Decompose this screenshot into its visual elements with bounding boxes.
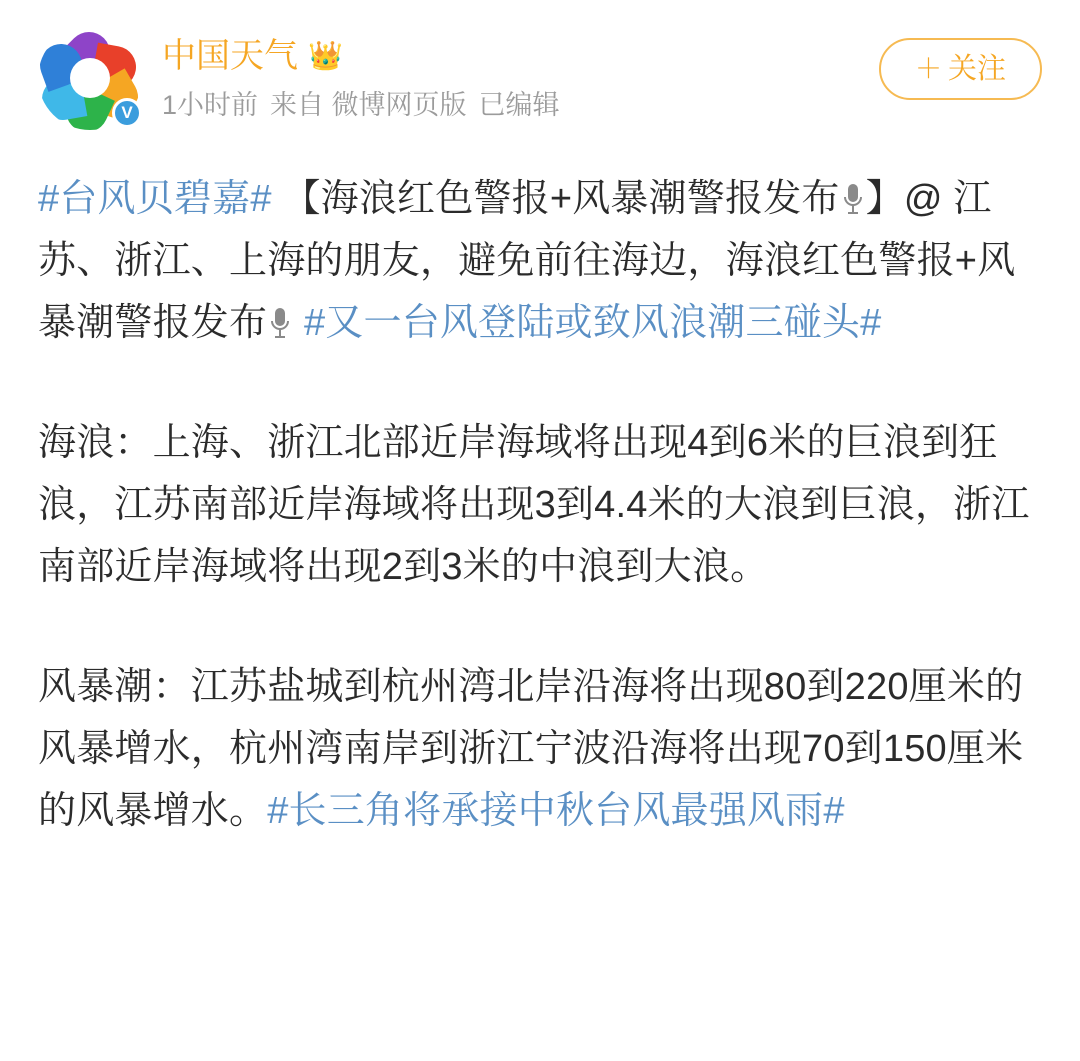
post-paragraph-waves: 海浪：上海、浙江北部近岸海域将出现4到6米的巨浪到狂浪，江苏南部近岸海域将出现3到4.4米的大浪到巨浪，浙江南部近岸海域将出现2到3米的中浪到大浪。 xyxy=(38,422,1030,588)
account-name-row xyxy=(162,34,879,78)
microphone-icon xyxy=(842,182,864,216)
post-source[interactable]: 微博网页版 xyxy=(331,90,467,120)
hashtag-topic-1[interactable]: #台风贝碧嘉# xyxy=(38,178,272,220)
logo-center-icon xyxy=(70,58,110,98)
post-meta xyxy=(162,26,879,124)
post-subline xyxy=(162,86,879,124)
account-name[interactable]: 中国天气 xyxy=(162,37,298,75)
hashtag-topic-2[interactable]: #又一台风登陆或致风浪潮三碰头# xyxy=(303,302,882,344)
hashtag-topic-3[interactable]: #长三角将承接中秋台风最强风雨# xyxy=(267,790,845,832)
microphone-icon xyxy=(269,306,291,340)
verified-badge-icon: V xyxy=(112,98,142,128)
post-edited-flag: 已编辑 xyxy=(478,90,560,120)
post-time: 1小时前 xyxy=(162,90,259,120)
follow-button[interactable] xyxy=(879,38,1042,100)
post-header xyxy=(38,26,1042,144)
post-text-seg-1: 【海浪红色警报+风暴潮警报发布 xyxy=(282,178,840,220)
plus-icon: ＋ xyxy=(914,54,942,84)
follow-button-label: 关注 xyxy=(947,53,1006,85)
post-source-prefix: 来自 xyxy=(270,90,325,120)
crown-icon: 👑 xyxy=(308,40,343,71)
post-text-seg-2: 】@ 江苏、浙江、上海的朋友，避免前往海边，海浪红色警报+风暴潮警报发布 xyxy=(38,178,1016,344)
post-surge-text: 风暴潮：江苏盐城到杭州湾北岸沿海将出现80到220厘米的风暴增水，杭州湾南岸到浙江宁波沿海将出现70到150厘米的风暴增水。 xyxy=(38,666,1024,832)
avatar[interactable] xyxy=(38,26,142,130)
post-paragraph-intro xyxy=(38,168,1042,354)
paragraph-spacer xyxy=(38,598,1042,656)
paragraph-spacer xyxy=(38,354,1042,412)
post-content xyxy=(38,168,1042,842)
post-paragraph-surge xyxy=(38,656,1042,842)
